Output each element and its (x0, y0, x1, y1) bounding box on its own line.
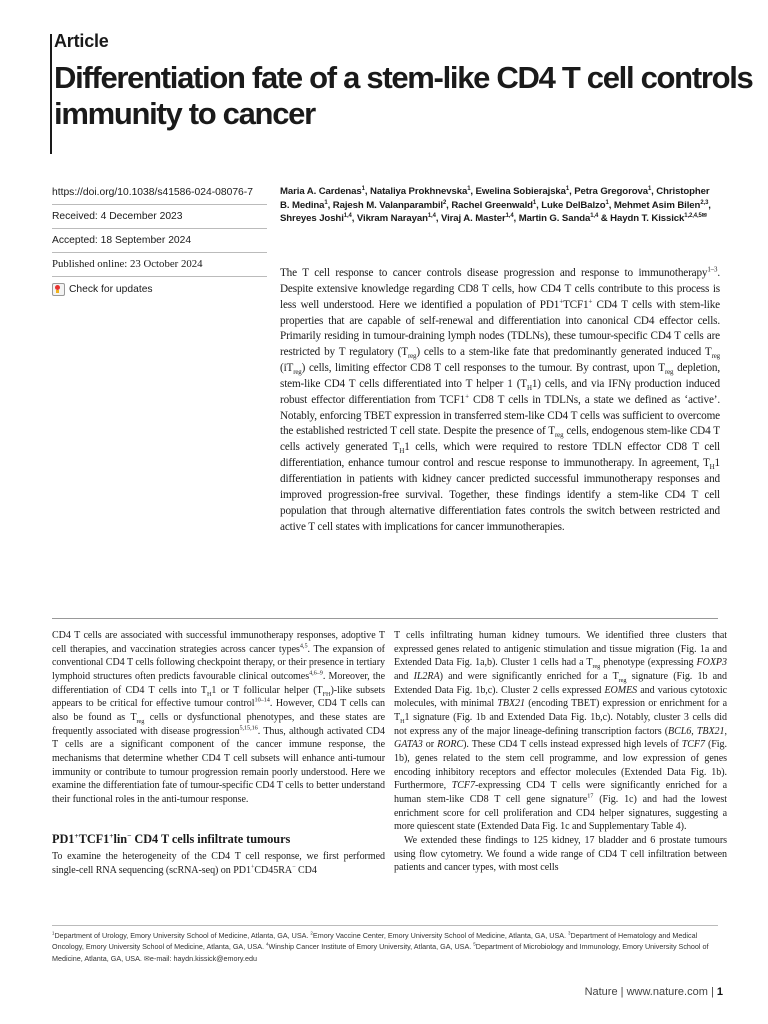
author[interactable]: Ewelina Sobierajska (475, 186, 566, 197)
author[interactable]: Luke DelBalzo (541, 199, 606, 211)
citation-ref[interactable]: 17 (587, 792, 594, 800)
citation-ref[interactable]: 10–14 (254, 696, 270, 704)
body-column-right (394, 629, 727, 875)
envelope-icon[interactable]: ✉ (701, 212, 707, 219)
contact-email[interactable]: e-mail: haydn.kissick@emory.edu (149, 953, 257, 963)
article-meta (52, 181, 267, 299)
check-for-updates-button[interactable] (52, 280, 267, 299)
affiliation-ref: 1,4 (427, 212, 436, 219)
citation-ref[interactable]: 5,15,16 (239, 724, 258, 732)
page-footer (585, 986, 723, 998)
paragraph: We extended these findings to 125 kidney, 17 bladder and 6 prostate tumours using flow cytometry. We found a wide range of CD4 T cell infiltration between patients and cancer types, with most cells (394, 834, 727, 874)
affiliation-ref: 1,2,4,5 (684, 212, 702, 219)
journal-name: Nature (584, 986, 618, 998)
author[interactable]: Christopher B. Medina (280, 186, 710, 211)
section-bar (50, 34, 52, 154)
author[interactable]: Vikram Narayan (356, 213, 428, 224)
author[interactable]: Haydn T. Kissick (610, 213, 685, 224)
affiliation-ref: 1 (605, 199, 609, 206)
body-column-left (52, 629, 385, 878)
affiliation-ref: 2 (442, 199, 447, 206)
author[interactable]: Nataliya Prokhnevska (370, 186, 468, 197)
affiliation-ref: 1,4 (343, 212, 352, 219)
author-list: Maria A. Cardenas$^1$, Nataliya Prokhnevska$^1$, Ewelina Sobierajska$^1$, Petra Gregorova$^1$, Christopher B. Medina$^1$, Rajesh M. Valanparambil$^2$, Rachel Greenwald$^1$, Luke DelBalzo$^1$, Mehmet Asim Bilen$^{2,3}$, Shreyes Joshi$^{1,4}$, Vikram Narayan$^{1,4}$, Viraj A. Master$^{1,4}$, Martin G. Sanda$^{1,4}$ & Haydn T. Kissick$^{1,2,4,5✉}$ (280, 185, 711, 224)
check-updates-icon (52, 283, 65, 296)
doi-link[interactable]: https://doi.org/10.1038/s41586-024-08076-7 (52, 181, 267, 205)
author[interactable]: Maria A. Cardenas (280, 186, 362, 197)
affiliations-footnote: $^1$Department of Urology, Emory University School of Medicine, Atlanta, GA, USA. $^2$Emory Vaccine Center, Emory University School of Medicine, Atlanta, GA, USA. $^3$Department of Hematology and Medical Oncology, Emory University School of Medicine, Atlanta, GA, USA. $^4$Winship Cancer Institute of Emory University, Atlanta, GA, USA. $^5$Department of Microbiology and Immunology, Emory University School of Medicine, Atlanta, GA, USA. ✉e-mail: haydn.kissick@emory.edu (52, 930, 709, 963)
author[interactable]: Viraj A. Master (440, 213, 506, 224)
author[interactable]: Martin G. Sanda (518, 213, 591, 224)
affiliation-ref: 1 (361, 185, 365, 192)
check-updates-label: Check for updates (69, 284, 153, 295)
page-number: 1 (716, 986, 723, 998)
paragraph: CD4 T cells are associated with successful immunotherapy responses, adoptive T cell therapies, and vaccination strategies across cancer types$^{4,5}$. The expansion of conventional CD4 T cells following checkpoint therapy, or their presence in tertiary lymphoid structures often predicts favourable clinical outcomes$^{4,6-9}$. Moreover, the differentiation of CD4 T cells into $T_H1$ or T follicular helper $(T_{FH})$-like subsets appears to be critical for effective tumour control$^{10-14}$. However, CD4 T cells can also be found as $T_{reg}$ cells or dysfunctional phenotypes, and these states are frequently associated with disease progression$^{5,15,16}$. Thus, although activated CD4 T cells are a significant component of the cancer immune response, the mechanisms that determine whether CD4 T cell subsets will enhance anti-tumour immunity or contribute to tumour progression remain poorly understood. Here we examine the differentiation fate of tumour-specific CD4 T cells to better understand their functional roles in the anti-tumour response. (52, 630, 385, 805)
journal-url[interactable]: www.nature.com (626, 986, 708, 998)
author[interactable]: Shreyes Joshi (280, 213, 344, 224)
abstract: The T cell response to cancer controls disease progression and response to immunotherapy$^{1-3}$. Despite extensive knowledge regarding CD8 T cells, how CD4 T cells contribute to this process is less well understood. Here we identified a population of PD1+TCF1+ CD4 T cells with stem-like properties that are capable of self-renewal and differentiation into canonical CD4 effector cells. Primarily residing in tumour-draining lymph nodes (TDLNs), these tumour-specific CD4 T cells are restricted by T regulatory $(T_{reg})$ cells to a stem-like fate that predominantly generated induced $T_{reg}$ $(iT_{reg})$ cells, limiting effector CD8 T cell responses to the tumour. By contrast, upon $T_{reg}$ depletion, stem-like CD4 T cells differentiated into T helper 1 $(T_H1)$ cells, and via IFNγ production induced robust effector differentiation from TCF1+ CD8 T cells in TDLNs, a state we defined as ‘active’. Notably, enforcing TBET expression in transferred stem-like CD4 T cells was sufficient to overcome the established restricted T cell state. Despite the presence of $T_{reg}$ cells, endogenous stem-like CD4 T cells actively generated $T_H1$ cells, which were required to restore TDLN effector CD8 T cell differentiation, enhance tumour control and rescue response to immunotherapy. In agreement, $T_H1$ differentiation in patients with kidney cancer predicted successful immunotherapy responses and improved progression-free survival. Together, these findings identify a stem-like CD4 T cell population that through alternative differentiation fates controls the switch between restricted and active T cell states with implications for cancer immunotherapies. (280, 265, 721, 533)
published-date: Published online: 23 October 2024 (52, 253, 267, 277)
affiliation-ref: 1,4 (505, 212, 514, 219)
divider (52, 618, 718, 619)
section-heading: PD1+TCF1+lin− CD4 T cells infiltrate tumours (52, 830, 291, 846)
author[interactable]: Petra Gregorova (574, 186, 648, 197)
paragraph: T cells infiltrating human kidney tumours. We identified three clusters that expressed genes related to antigenic stimulation and tissue migration (Fig. 1a and Extended Data Fig. 1a,b). Cluster 1 cells had a $T_{reg}$ phenotype (expressing FOXP3 and IL2RA) and were significantly enriched for a $T_{reg}$ signature (Fig. 1b and Extended Data Fig. 1b,c). Cluster 2 cells expressed EOMES and various cytotoxic molecules, with minimal TBX21 (encoding TBET) expression or enrichment for a $T_H1$ signature (Fig. 1b and Extended Data Fig. 1b,c). Notably, cluster 3 cells did not express any of the major lineage-defining transcription factors (BCL6, TBX21, GATA3 or RORC). These CD4 T cells instead expressed high levels of TCF7 (Fig. 1b), genes related to the stem cell programme, and low expression of genes encoding inhibitory receptors and effector molecules (Extended Data Fig. 1b). Furthermore, TCF7-expressing CD4 T cells were significantly enriched for a human stem-like CD8 T cell gene signature$^{17}$ (Fig. 1c) and had the lowest enrichment score for cell proliferation and CD4 helper signatures, suggesting a more quiescent state (Extended Data Fig. 1c and Supplementary Table 4). (394, 630, 728, 833)
citation-ref[interactable]: 4,5 (299, 642, 308, 650)
paragraph: To examine the heterogeneity of the CD4 T cell response, we first performed single-cell RNA sequencing (scRNA-seq) on PD1+CD45RA− CD4 (52, 851, 385, 876)
accepted-date: Accepted: 18 September 2024 (52, 229, 267, 253)
affiliation-ref: 1 (565, 185, 570, 192)
affiliation-ref: 1 (647, 185, 652, 192)
affiliation-ref: 1 (532, 199, 537, 206)
received-date: Received: 4 December 2023 (52, 205, 267, 229)
article-title: Differentiation fate of a stem-like CD4 T cell controls immunity to cancer (54, 60, 753, 131)
affiliation-ref: 1 (324, 199, 328, 206)
footnote-divider (52, 925, 718, 926)
author[interactable]: Rachel Greenwald (451, 199, 533, 211)
section-label: Article (54, 31, 109, 51)
author[interactable]: Mehmet Asim Bilen (613, 199, 701, 211)
separator: | (620, 986, 624, 998)
citation-ref[interactable]: 1–3 (707, 265, 718, 274)
affiliation-ref: 2,3 (700, 199, 709, 206)
envelope-icon: ✉ (143, 953, 150, 963)
affiliation-ref: 1 (467, 185, 471, 192)
citation-ref[interactable]: 4,6–9 (309, 669, 323, 677)
separator: | (710, 986, 714, 998)
affiliation-ref: 1,4 (590, 212, 599, 219)
author[interactable]: Rajesh M. Valanparambil (332, 199, 443, 211)
